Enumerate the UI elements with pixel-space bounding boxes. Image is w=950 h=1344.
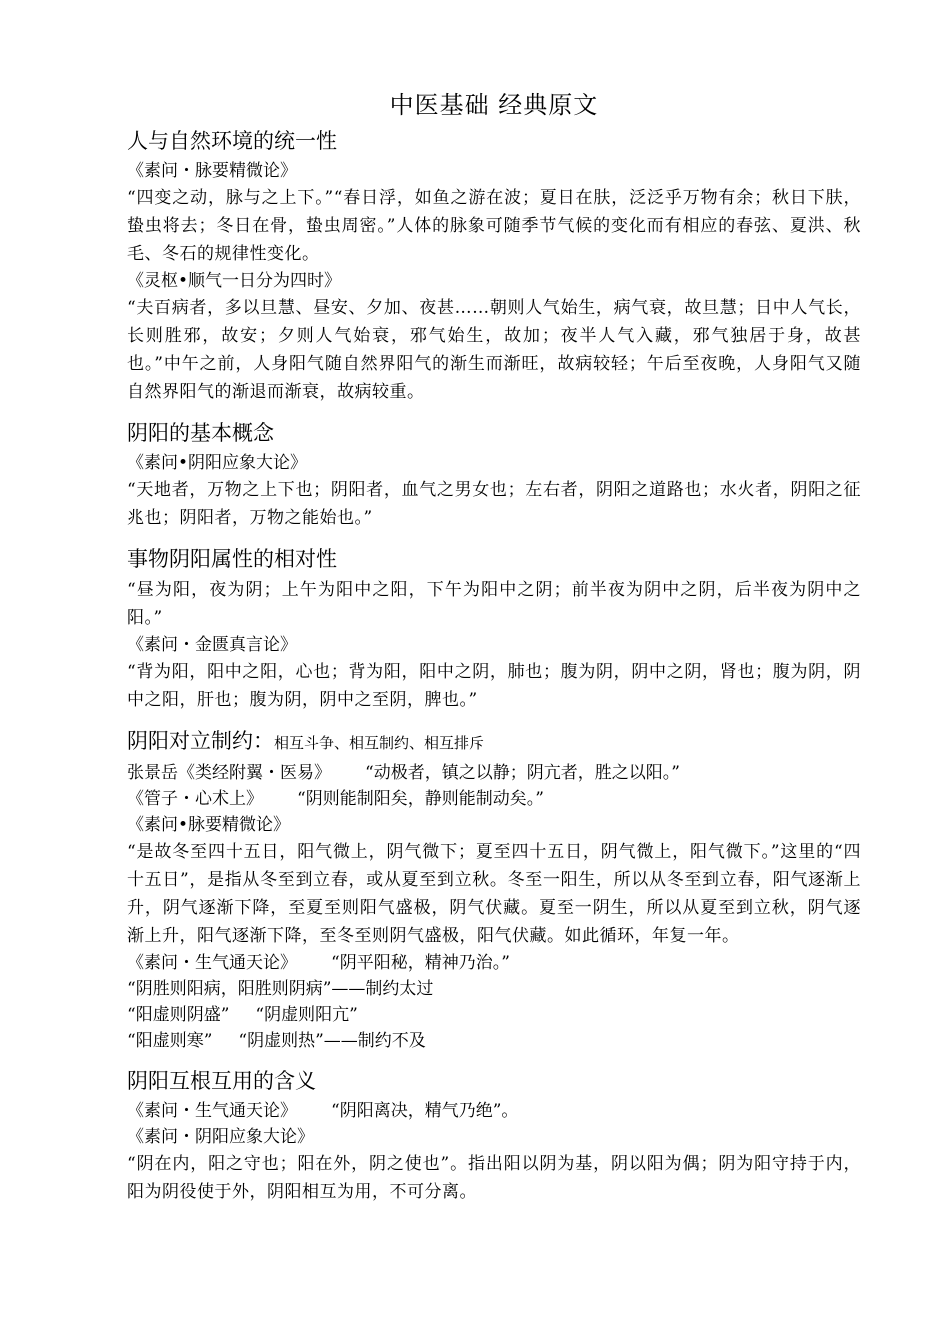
body-paragraph: “背为阳，阳中之阳，心也；背为阳，阳中之阴，肺也；腹为阴，阴中之阴，肾也；腹为阴，阴中之阳，肝也；腹为阴，阴中之至阴，脾也。”	[127, 662, 861, 710]
body-paragraph: “夫百病者，多以旦慧、昼安、夕加、夜甚……朝则人气始生，病气衰，故旦慧；日中人气长，长则胜邪，故安；夕则人气始衰，邪气始生，故加；夜半人气入藏，邪气独居于身，故甚也。”中午之前，人身阳气随自然界阳气的渐生而渐旺，故病较轻；午后至夜晚，人身阳气又随自然界阳气的渐退而渐衰，故病较重。	[127, 298, 861, 402]
source-citation: 《素问・阴阳应象大论》	[127, 1127, 314, 1147]
section-heading	[127, 726, 861, 758]
body-paragraph: “四变之动，脉与之上下。”“春日浮，如鱼之游在波；夏日在肤，泛泛乎万物有余；秋日下肤，蛰虫将去；冬日在骨，蛰虫周密。”人体的脉象可随季节气候的变化而有相应的春弦、夏洪、秋毛、冬石的规律性变化。	[127, 188, 861, 264]
body-paragraph: “天地者，万物之上下也；阴阳者，血气之男女也；左右者，阴阳之道路也；水火者，阴阳之征兆也；阴阳者，万物之能始也。”	[127, 480, 861, 528]
body-paragraph: “昼为阳，夜为阴；上午为阳中之阳，下午为阳中之阴；前半夜为阴中之阴，后半夜为阴中之阳。”	[127, 580, 861, 628]
document-title: 中医基础 经典原文	[389, 91, 599, 119]
source-citation: 《素问•阴阳应象大论》	[127, 453, 308, 473]
quote-text: “阳虚则寒”	[127, 1031, 213, 1051]
section-opposition-restraint	[127, 726, 861, 1054]
quote-text: “阴平阳秘，精神乃治。”	[331, 953, 510, 973]
citation-quote-line	[127, 1098, 861, 1124]
section-unity-with-nature	[127, 126, 861, 406]
section-relativity	[127, 544, 861, 714]
section-yin-yang-concept	[127, 418, 861, 532]
source-citation: 《管子・心术上》	[127, 789, 263, 809]
quote-pair-line	[127, 1002, 861, 1028]
section-heading-note: 相互斗争、相互制约、相互排斥	[274, 734, 485, 752]
citation-quote-line	[127, 950, 861, 976]
quote-text: “阳虚则阴盛”	[127, 1005, 230, 1025]
section-heading: 事物阴阳属性的相对性	[127, 547, 337, 571]
citation-quote-line	[127, 786, 861, 812]
section-heading: 阴阳互根互用的含义	[127, 1069, 316, 1093]
source-citation: 《素问・生气通天论》	[127, 1101, 297, 1121]
section-interdependence	[127, 1066, 861, 1206]
quote-text: “阴阳离决，精气乃绝”。	[331, 1101, 519, 1121]
quote-text: “阴则能制阳矣，静则能制动矣。”	[297, 789, 544, 809]
section-heading: 阴阳的基本概念	[127, 421, 274, 445]
source-citation: 《素问・金匮真言论》	[127, 635, 297, 655]
quote-text: “阴虚则阳亢”	[255, 1005, 358, 1025]
source-citation: 《素问•脉要精微论》	[127, 815, 291, 835]
quote-line: “阴胜则阳病，阳胜则阴病”——制约太过	[127, 979, 434, 999]
body-paragraph: “是故冬至四十五日，阳气微上，阴气微下；夏至四十五日，阴气微上，阳气微下。”这里的“四十五日”，是指从冬至到立春，或从夏至到立秋。冬至一阳生，所以从冬至到立春，阳气逐渐上升，阴气逐渐下降，至夏至则阳气盛极，阴气伏藏。夏至一阴生，所以从夏至到立秋，阴气逐渐上升，阳气逐渐下降，至冬至则阴气盛极，阳气伏藏。如此循环，年复一年。	[127, 842, 861, 946]
section-heading: 人与自然环境的统一性	[127, 129, 337, 153]
quote-text: “阴虚则热”——制约不及	[238, 1031, 426, 1051]
document-page	[127, 88, 861, 1206]
quote-text: “动极者，镇之以静；阴亢者，胜之以阳。”	[365, 763, 680, 783]
source-citation: 《灵枢•顺气一日分为四时》	[127, 271, 342, 291]
quote-pair-line	[127, 1028, 861, 1054]
source-citation: 张景岳《类经附翼・医易》	[127, 763, 331, 783]
section-heading-text: 阴阳对立制约：	[127, 729, 274, 753]
citation-quote-line	[127, 760, 861, 786]
source-citation: 《素问・脉要精微论》	[127, 161, 297, 181]
source-citation: 《素问・生气通天论》	[127, 953, 297, 973]
body-paragraph: “阴在内，阳之守也；阳在外，阴之使也”。指出阳以阴为基，阴以阳为偶；阴为阳守持于内，阳为阴役使于外，阴阳相互为用，不可分离。	[127, 1154, 861, 1202]
